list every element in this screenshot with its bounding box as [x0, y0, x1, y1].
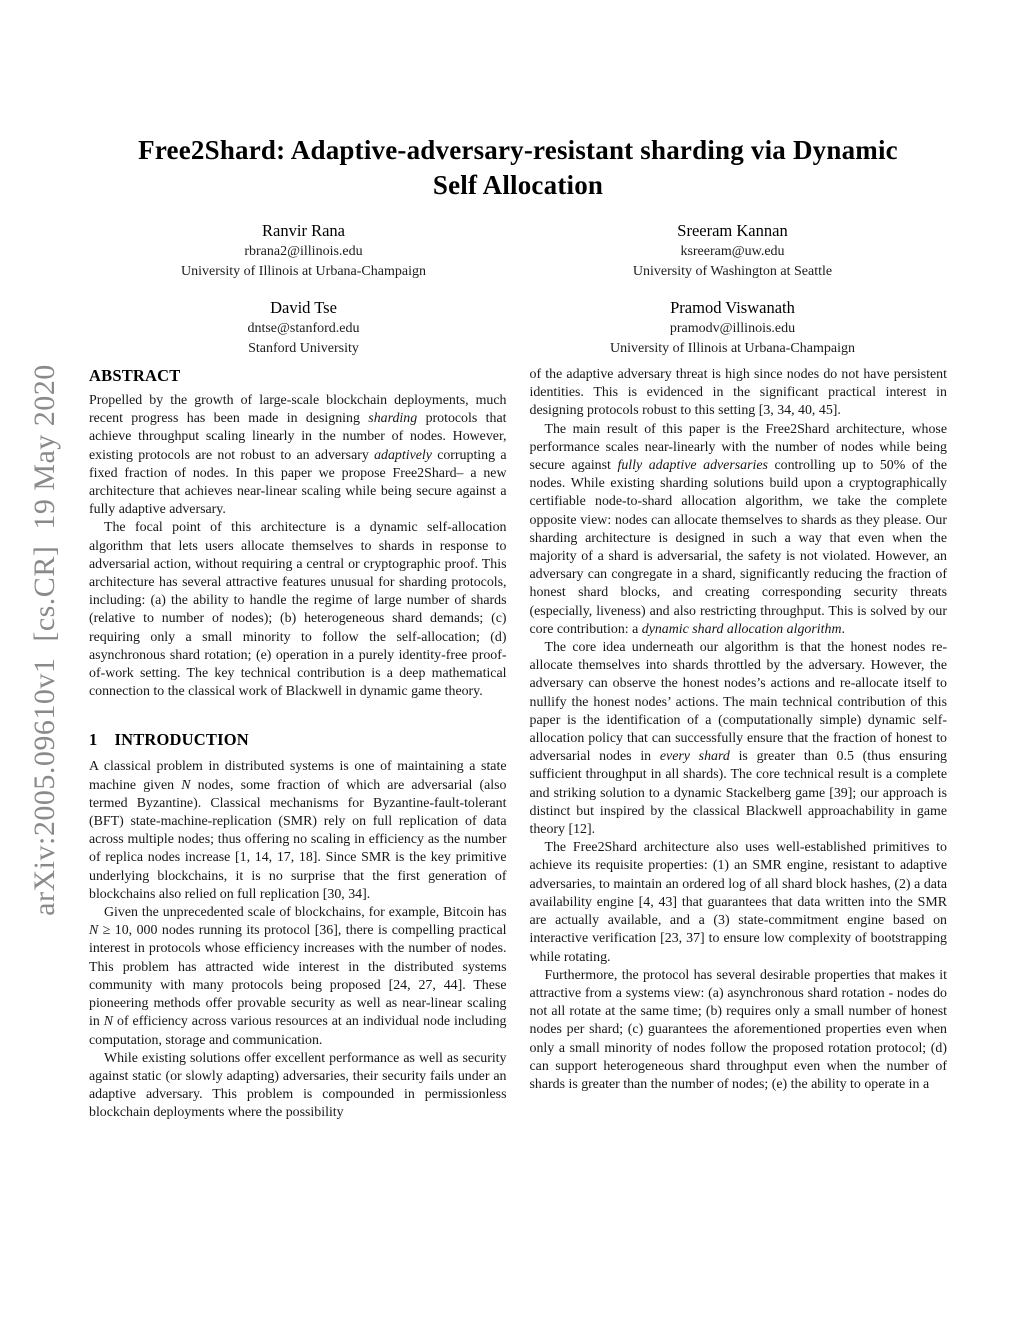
- section-heading: [89, 366, 507, 385]
- author-name: David Tse: [270, 298, 337, 317]
- author-name: Sreeram Kannan: [677, 221, 788, 240]
- emphasized-text: every shard: [659, 749, 730, 765]
- author-affiliation: University of Washington at Seattle: [632, 264, 833, 279]
- text-run: While existing solutions offer excellent performance as well as security against static (or slowly adapting) adversaries, their security fails under an adaptive adversary. This problem is compounded in permissionless blockchain deployments where the possibility: [89, 1050, 507, 1121]
- paragraph: [530, 839, 948, 966]
- paragraph: [89, 392, 507, 519]
- paragraph: [530, 967, 948, 1094]
- text-run: .: [841, 621, 845, 637]
- left-column: [89, 366, 507, 1123]
- text-run: Propelled by the growth of large-scale blockchain deployments, much recent progress has been made in designing: [89, 393, 507, 427]
- paragraph: [530, 366, 948, 421]
- text-run: The core idea underneath our algorithm is that the honest nodes re-allocate themselves into shards throttled by the adversary. However, the adversary can observe the honest nodes’s actions and re-allocate itself to nullify the honest nodes’ actions. The main technical contribution of this paper is the identification of a (computationally simple) dynamic self-allocation policy that can successfully ensure that the fraction of honest to adversarial nodes in: [529, 640, 947, 765]
- section-title: INTRODUCTION: [114, 730, 249, 750]
- emphasized-text: N: [103, 1014, 114, 1030]
- paragraph: [89, 758, 507, 904]
- paper-title-line-2: Self Allocation: [432, 170, 604, 200]
- paragraph: [530, 421, 948, 639]
- paragraph: [89, 519, 507, 701]
- author-affiliation: University of Illinois at Urbana-Champaign: [181, 264, 426, 279]
- text-run: is greater than 0.5 (thus ensuring sufficient throughput in all shards). The core technical result is a complete and striking solution to a dynamic Stackelberg game [39]; our approach is distinct but inspired by the classical Blackwell approachability in game theory [12].: [529, 749, 947, 838]
- emphasized-text: fully adaptive adversaries: [617, 458, 768, 474]
- body-columns: [89, 366, 947, 1123]
- author-name: Pramod Viswanath: [670, 298, 795, 317]
- text-run: Given the unprecedented scale of blockchains, for example, Bitcoin has: [104, 905, 507, 921]
- text-run: The main result of this paper is the Free2Shard architecture, whose performance scales near-linearly with the number of nodes while being secure against: [529, 421, 947, 474]
- text-run: The Free2Shard architecture also uses well-established primitives to achieve its requisite properties: (1) an SMR engine, resistant to adaptive adversaries, to maintain an ordered log of all shard block hashes, (2) a data availability engine [4, 43] that guarantees that data written into the SMR are actually available, and a (3) state-commitment engine based on interactive verification [23, 37] to ensure low complexity of bootstrapping while rotating.: [529, 840, 947, 965]
- author-block: [518, 220, 947, 282]
- emphasized-text: dynamic shard allocation algorithm: [641, 621, 842, 637]
- authors: [89, 220, 947, 359]
- section-number: 1: [89, 730, 98, 750]
- author-email: pramodv@illinois.edu: [669, 321, 796, 336]
- emphasized-text: N: [181, 777, 191, 793]
- author-name: Ranvir Rana: [262, 221, 345, 240]
- author-email: ksreeram@uw.edu: [680, 244, 785, 259]
- paragraph: [530, 639, 948, 839]
- author-affiliation: University of Illinois at Urbana-Champaign: [610, 341, 855, 356]
- text-run: A classical problem in distributed systems is one of maintaining a state machine given: [89, 759, 507, 793]
- emphasized-text: N: [89, 923, 99, 939]
- author-email: dntse@stanford.edu: [247, 321, 360, 336]
- text-run: of efficiency across various resources at an individual node including computation, storage and communication.: [89, 1014, 507, 1048]
- section-heading: [89, 730, 507, 749]
- text-run: controlling up to 50% of the nodes. While existing sharding solutions build upon a cryptographically certifiable node-to-shard allocation algorithm, we take the complete opposite view: nodes can allocate themselves to shards as they please. Our sharding architecture is designed in such a way that even when the majority of a shard is adversarial, the safety is not violated. However, an adversary can congregate in a shard, significantly reducing the fraction of honest shard blocks, and creating corresponding security threats (especially, liveness) and also restricting throughput. This is solved by our core contribution: a: [529, 458, 947, 637]
- right-column: [530, 366, 948, 1094]
- text-run: corrupting a fixed fraction of nodes. In this paper we propose Free2Shard– a new architecture that achieves near-linear scaling while being secure against a fully adaptive adversary.: [89, 447, 507, 518]
- paper-title: [89, 133, 947, 203]
- author-affiliation: Stanford University: [248, 341, 359, 356]
- author-email: rbrana2@illinois.edu: [244, 244, 363, 259]
- paragraph: [89, 1050, 507, 1123]
- text-run: protocols that achieve throughput scaling linearly in the number of nodes. However, existing protocols are not robust to an adversary: [89, 411, 507, 463]
- text-run: nodes, some fraction of which are adversarial (also termed Byzantine). Classical mechanisms for Byzantine-fault-tolerant (BFT) state-machine-replication (SMR) rely on full replication of data across multiple nodes; thus offering no scaling in efficiency as the number of replica nodes increase [1, 14, 17, 18]. Since SMR is the key primitive underlying blockchains, it is no surprise that the first generation of blockchains also relied on full replication [30, 34].: [89, 777, 507, 902]
- arxiv-watermark: arXiv:2005.09610v1 [cs.CR] 19 May 2020: [28, 364, 61, 916]
- author-block: [518, 297, 947, 359]
- paragraph: [89, 904, 507, 1050]
- text-run: of the adaptive adversary threat is high since nodes do not have persistent identities. This is evidenced in the significant practical interest in designing protocols robust to this setting [3, 34, 40, 45].: [529, 367, 947, 419]
- author-block: [89, 297, 518, 359]
- section-title: ABSTRACT: [89, 366, 181, 385]
- author-block: [89, 220, 518, 282]
- text-run: Furthermore, the protocol has several desirable properties that makes it attractive from a systems view: (a) asynchronous shard rotation - nodes do not all rotate at the same time; (b) requires only a small number of honest nodes per shard; (c) guarantees the aforementioned properties even when only a small minority of nodes follow the proposed rotation protocol; (d) can support heterogeneous shard throughput even when the number of shards is greater than the number of nodes; (e) the ability to operate in a: [529, 967, 947, 1092]
- paper-title-line-1: Free2Shard: Adaptive-adversary-resistant sharding via Dynamic: [138, 135, 898, 165]
- emphasized-text: sharding: [368, 411, 418, 427]
- emphasized-text: adaptively: [374, 447, 432, 463]
- text-run: The focal point of this architecture is a dynamic self-allocation algorithm that lets users allocate themselves to shards in response to adversarial action, without requiring a central or cryptographic proof. This architecture has several attractive features unusual for sharding protocols, including: (a) the ability to handle the regime of large number of shards (relative to number of nodes); (b) heterogeneous shard demands; (c) requiring only a small minority to follow the self-allocation; (d) asynchronous shard rotation; (e) operation in a purely identity-free proof-of-work setting. The key technical contribution is a deep mathematical connection to the classical work of Blackwell in dynamic game theory.: [89, 520, 507, 700]
- text-run: ≥ 10, 000 nodes running its protocol [36], there is compelling practical interest in protocols whose efficiency increases with the number of nodes. This problem has attracted wide interest in the distributed systems community with many protocols being proposed [24, 27, 44]. These pioneering methods offer provable security as well as near-linear scaling in: [89, 923, 507, 1030]
